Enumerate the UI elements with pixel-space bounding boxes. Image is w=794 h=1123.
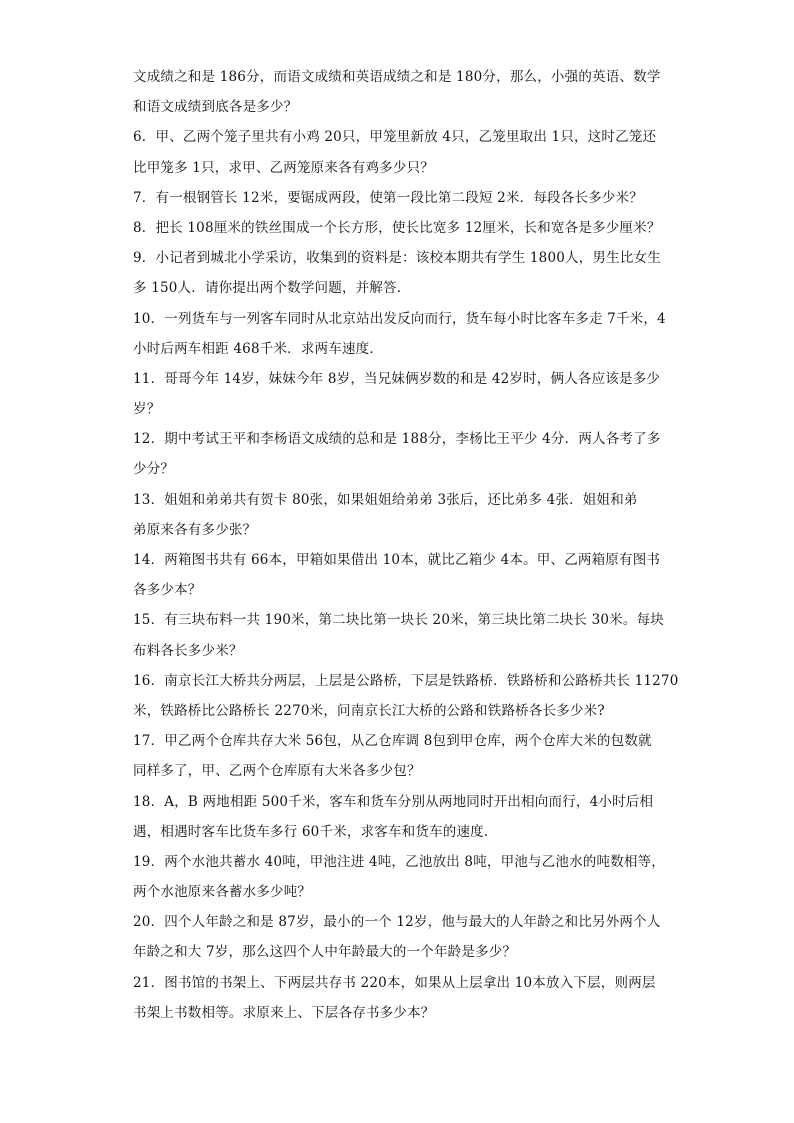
problem-list — [133, 62, 679, 1028]
text-line: 20．四个人年龄之和是 87岁，最小的一个 12岁，他与最大的人年龄之和比另外两个人 — [133, 914, 661, 931]
text-line: 6．甲、乙两个笼子里共有小鸡 20只，甲笼里新放 4只，乙笼里取出 1只，这时乙笼还 — [133, 129, 657, 146]
text-line: 书架上书数相等。求原来上、下层各存书多少本？ — [133, 1004, 435, 1021]
text-line: 比甲笼多 1只，求甲、乙两笼原来各有鸡多少只？ — [133, 159, 434, 176]
text-line: 12．期中考试王平和李杨语文成绩的总和是 188分，李杨比王平少 4分．两人各考了多 — [133, 431, 661, 448]
text-line: 9．小记者到城北小学采访，收集到的资料是：该校本期共有学生 1800人，男生比女生 — [133, 250, 661, 267]
text-line: 各多少本？ — [133, 582, 202, 599]
text-line: 14．两箱图书共有 66本，甲箱如果借出 10本，就比乙箱少 4本。甲、乙两箱原有图书 — [133, 552, 661, 568]
text-line: 7．有一根钢管长 12米，要锯成两段，使第一段比第二段短 2米．每段各长多少米？ — [133, 189, 643, 206]
text-line: 同样多了，甲、乙两个仓库原有大米各多少包？ — [133, 763, 421, 780]
text-line: 布料各长多少米？ — [133, 642, 243, 659]
text-line: 21．图书馆的书架上、下两层共存书 220本，如果从上层拿出 10本放入下层，则两层 — [133, 974, 656, 991]
text-line: 13．姐姐和弟弟共有贺卡 80张，如果姐姐给弟弟 3张后，还比弟多 4张．姐姐和弟 — [133, 491, 638, 508]
text-line: 岁？ — [133, 401, 161, 418]
text-line: 年龄之和大 7岁，那么这四个人中年龄最大的一个年龄是多少？ — [133, 944, 517, 961]
text-line: 小时后两车相距 468千米．求两车速度． — [133, 340, 384, 357]
text-line: 10．一列货车与一列客车同时从北京站出发反向而行，货车每小时比客车多走 7千米，4 — [133, 310, 666, 327]
text-line: 15．有三块布料一共 190米，第二块比第一块长 20米，第三块比第二块长 30米。每块 — [133, 612, 664, 629]
text-line: 11．哥哥今年 14岁，妹妹今年 8岁，当兄妹俩岁数的和是 42岁时，俩人各应该是多少 — [133, 370, 661, 387]
text-line: 遇，相遇时客车比货车多行 60千米，求客车和货车的速度. — [133, 823, 489, 840]
text-line: 16．南京长江大桥共分两层，上层是公路桥，下层是铁路桥．铁路桥和公路桥共长 11270 — [133, 672, 679, 689]
text-line: 17．甲乙两个仓库共存大米 56包，从乙仓库调 8包到甲仓库，两个仓库大米的包数就 — [133, 733, 652, 750]
text-line: 8．把长 108厘米的铁丝围成一个长方形，使长比宽多 12厘米，长和宽各是多少厘米？ — [133, 219, 661, 236]
text-line: 19．两个水池共蓄水 40吨，甲池注进 4吨，乙池放出 8吨，甲池与乙池水的吨数相等， — [133, 853, 666, 870]
text-line: 弟原来各有多少张？ — [133, 521, 257, 538]
text-line: 两个水池原来各蓄水多少吨？ — [133, 884, 312, 901]
text-line: 少分？ — [133, 461, 175, 478]
text-line: 18．A，B 两地相距 500千米，客车和货车分别从两地同时开出相向而行，4小时后相 — [133, 793, 654, 810]
text-line: 多 150人．请你提出两个数学问题，并解答． — [133, 280, 411, 297]
text-line: 和语文成绩到底各是多少？ — [133, 99, 298, 116]
text-line: 文成绩之和是 186分，而语文成绩和英语成绩之和是 180分，那么，小强的英语、数学 — [133, 69, 661, 85]
text-line: 米，铁路桥比公路桥长 2270米，问南京长江大桥的公路和铁路桥各长多少米? — [133, 702, 605, 719]
